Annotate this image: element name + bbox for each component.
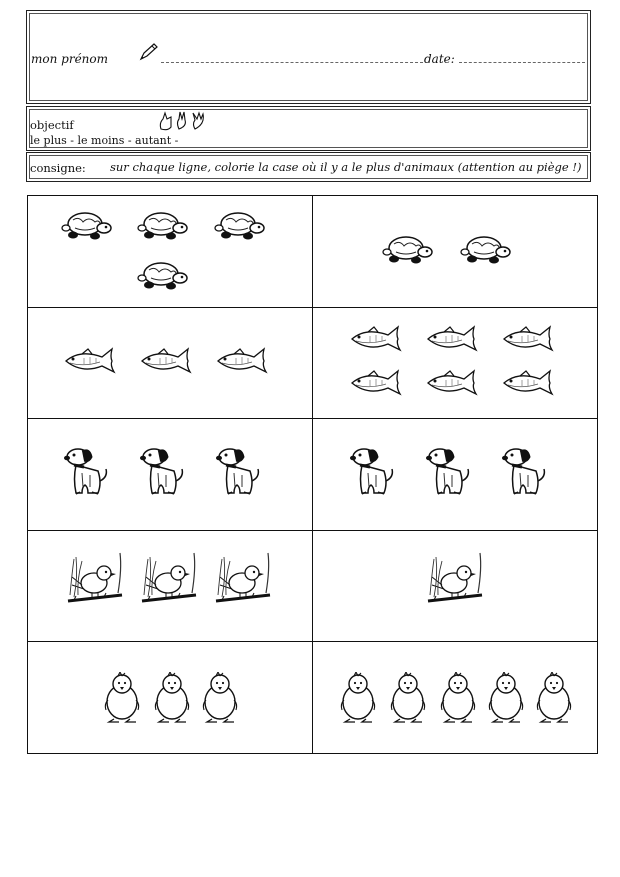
instruction-label: consigne: [30,161,86,175]
fish-icon [424,324,480,354]
cell-row2-right[interactable] [314,308,598,419]
instruction-text: sur chaque ligne, colorie la case où il y a le plus d'animaux (attention au piège !) [110,160,582,174]
chick-icon [100,672,144,724]
cell-row5-left[interactable] [28,642,312,753]
turtle-icon [61,210,113,242]
cell-row3-left[interactable] [28,419,312,530]
counting-grid [27,195,598,754]
dog-icon [424,445,476,499]
bird-icon [212,551,274,607]
cell-row4-left[interactable] [28,531,312,642]
instruction-box [26,152,591,182]
dog-icon [138,445,190,499]
fish-icon [214,346,270,376]
fish-icon [500,368,556,398]
name-date-box [26,10,591,104]
fish-icon [348,324,404,354]
chick-icon [150,672,194,724]
fish-icon [138,346,194,376]
objective-box [26,106,591,151]
chick-icon [436,672,480,724]
dog-icon [348,445,400,499]
cell-row3-right[interactable] [314,419,598,530]
fish-icon [424,368,480,398]
dog-icon [500,445,552,499]
dog-icon [62,445,114,499]
pencil-icon [139,43,159,61]
bird-icon [138,551,200,607]
chick-icon [532,672,576,724]
turtle-icon [382,234,434,266]
dog-icon [214,445,266,499]
counting-hands-icon [157,111,217,133]
cell-row4-right[interactable] [314,531,598,642]
date-label: date: [424,52,455,66]
grid-column-divider [312,196,313,753]
turtle-icon [137,260,189,292]
name-date-inner-frame [29,13,588,101]
objective-label: objectif [30,118,74,132]
fish-icon [500,324,556,354]
bird-icon [64,551,126,607]
cell-row1-right[interactable] [314,196,598,307]
cell-row2-left[interactable] [28,308,312,419]
fish-icon [348,368,404,398]
turtle-icon [460,234,512,266]
name-label: mon prénom [31,52,108,66]
name-write-line[interactable] [161,62,423,63]
chick-icon [198,672,242,724]
turtle-icon [214,210,266,242]
cell-row5-right[interactable] [314,642,598,753]
chick-icon [484,672,528,724]
chick-icon [336,672,380,724]
cell-row1-left[interactable] [28,196,312,307]
turtle-icon [137,210,189,242]
bird-icon [424,551,486,607]
objective-text: le plus - le moins - autant - [30,134,179,147]
fish-icon [62,346,118,376]
chick-icon [386,672,430,724]
date-write-line[interactable] [459,62,585,63]
